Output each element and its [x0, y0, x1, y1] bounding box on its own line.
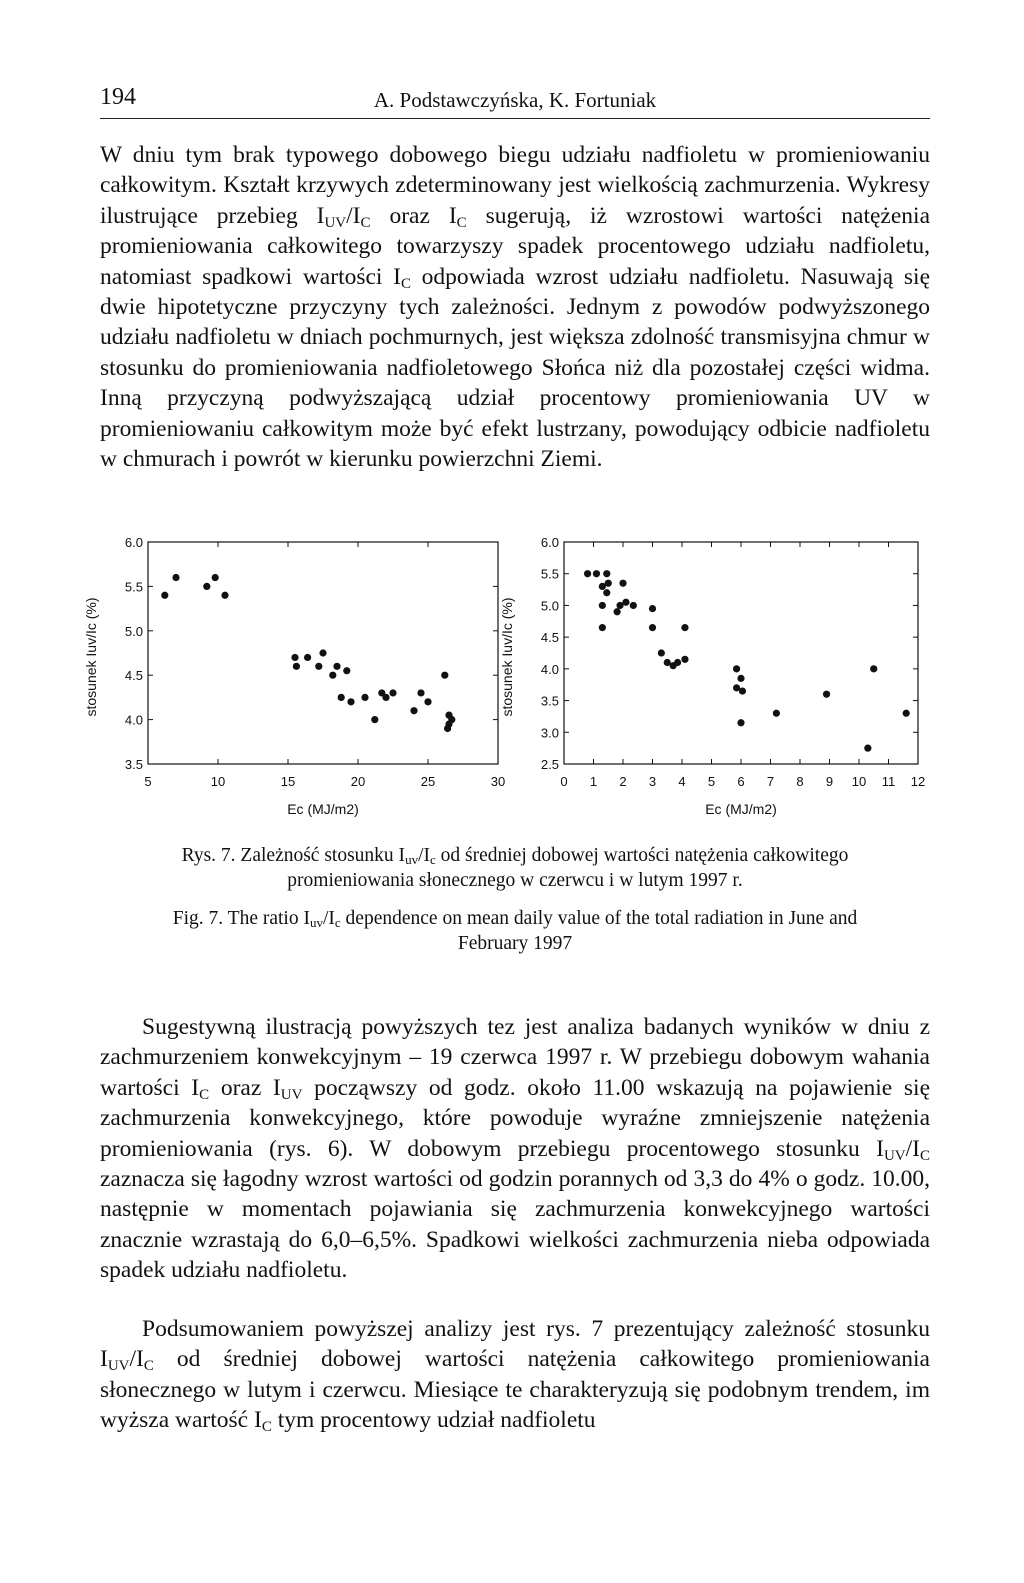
paragraph-2 [100, 1012, 930, 1286]
running-title: A. Podstawczyńska, K. Fortuniak [373, 88, 657, 112]
subscript: C [360, 214, 371, 231]
text-run: oraz I [209, 1074, 281, 1101]
text-run: od średniej dobowej wartości natężenia całkowitego promieniowania słonecznego w czerwcu i w lutym 1997 r. [287, 845, 849, 891]
subscript: C [199, 1086, 210, 1103]
data-point [410, 707, 417, 714]
x-axis-label: Ec (MJ/m2) [705, 801, 777, 817]
data-point [424, 698, 431, 705]
y-tick-label: 5.5 [124, 579, 143, 595]
data-point [681, 624, 688, 631]
data-point [599, 624, 606, 631]
data-point [823, 691, 830, 698]
data-point [304, 654, 311, 661]
text-run: Rys. 7. Zależność stosunku I [181, 845, 406, 866]
subscript: C [456, 214, 467, 231]
x-axis-label: Ec (MJ/m2) [287, 801, 359, 817]
data-point [599, 583, 606, 590]
y-tick-label: 4.0 [124, 712, 143, 728]
y-tick-label: 6.0 [124, 535, 143, 550]
y-tick-label: 4.0 [540, 661, 559, 677]
data-point [161, 592, 168, 599]
text-run: /I [129, 1346, 144, 1373]
y-tick-label: 6.0 [540, 535, 559, 550]
text-run: /I [322, 908, 335, 929]
data-point [681, 656, 688, 663]
y-axis-label: stosunek Iuv/Ic (%) [83, 597, 99, 717]
x-tick-label: 30 [490, 774, 506, 789]
text-run: od średniej dobowej wartości natężenia całkowitego promieniowania słonecznego w lutym i czerwcu. Miesiące te charakteryzują się podobnym trendem, im wyższa wartość I [100, 1346, 930, 1434]
plot-frame-2 [564, 542, 918, 764]
subscript: C [400, 275, 411, 292]
x-tick-label: 3 [648, 774, 657, 789]
text-run: począwszy od godz. około 11.00 wskazują na pojawienie się zachmurzenia konwekcyjnego, które powoduje wyraźne zmniejszenie natężenia promieniowania (rys. 6). W dobowym przebiegu procentowego stosunku I [100, 1074, 931, 1162]
x-tick-label: 11 [881, 774, 896, 789]
x-tick-label: 10 [851, 774, 867, 789]
x-tick-label: 5 [707, 774, 716, 789]
data-point [614, 608, 621, 615]
data-point [338, 694, 345, 701]
y-tick-label: 3.5 [124, 757, 143, 772]
data-point [649, 624, 656, 631]
y-tick-label: 2.5 [540, 757, 559, 772]
subscript: C [261, 1419, 272, 1436]
text-run: Podsumowaniem powyższej analizy jest rys. 7 prezentujący zależność stosunku I [100, 1316, 930, 1373]
x-tick-label: 8 [796, 774, 804, 789]
x-tick-label: 5 [144, 774, 152, 789]
data-point [333, 663, 340, 670]
data-point [622, 599, 629, 606]
text-run: odpowiada wzrost udziału nadfioletu. Nasuwają się dwie hipotetyczne przyczyny tych zależności. Jednym z powodów podwyższonego udziału nadfioletu w dniach pochmurnych, jest większa zdolność transmisyjna chmur w stosunku do promieniowania nadfioletowego Słońca niż dla pozostałej części widma. Inną przyczyną podwyższającą udział procentowy promieniowania UV w promieniowaniu całkowitym może być efekt lustrzany, powodujący odbicie nadfioletu w chmurach i powrót w kierunku powierzchni Ziemi. [100, 263, 930, 473]
data-point [619, 580, 626, 587]
x-tick-label: 12 [910, 774, 926, 789]
data-point [737, 719, 744, 726]
page-header [100, 84, 930, 119]
text-run: oraz I [370, 202, 457, 229]
y-tick-label: 3.0 [540, 725, 559, 741]
data-point [603, 570, 610, 577]
data-point [674, 659, 681, 666]
x-tick-label: 4 [678, 774, 686, 789]
text-run: W dniu tym brak typowego dobowego biegu udziału nadfioletu w promieniowaniu całkowitym. Kształt krzywych zdeterminowany jest wielkością zachmurzenia. Wykresy ilustrujące przebieg I [100, 142, 930, 229]
text-run: dependence on mean daily value of the total radiation in June and February 1997 [340, 908, 858, 954]
data-point [649, 605, 656, 612]
data-point [864, 745, 871, 752]
data-point [319, 649, 326, 656]
subscript: c [334, 915, 341, 930]
x-tick-label: 1 [589, 774, 598, 789]
data-point [441, 672, 448, 679]
data-point [329, 672, 336, 679]
subscript: uv [309, 915, 323, 930]
y-tick-label: 4.5 [124, 668, 143, 684]
y-axis-label: stosunek Iuv/Ic (%) [499, 597, 515, 717]
figure-caption-en [170, 906, 860, 956]
text-run: /I [905, 1135, 920, 1162]
x-tick-label: 6 [737, 774, 745, 789]
data-point [293, 663, 300, 670]
subscript: C [143, 1358, 154, 1375]
text-run: /I [346, 202, 361, 229]
data-point [315, 663, 322, 670]
data-point [737, 675, 744, 682]
data-point [172, 574, 179, 581]
figure-7 [82, 528, 942, 828]
data-point [291, 654, 298, 661]
data-point [593, 570, 600, 577]
text-run: /I [418, 845, 430, 866]
y-tick-label: 5.5 [540, 566, 559, 582]
paragraph-3 [100, 1314, 930, 1436]
subscript: UV [324, 214, 347, 231]
text-run: zaznacza się łagodny wzrost wartości od godzin porannych od 3,3 do 4% o godz. 10.00, następnie w momentach pojawiania się zachmurzenia konwekcyjnego wartości znacznie wzrastają do 6,0–6,5%. Spadkowi wielkości zachmurzenia nieba odpowiada spadek udziału nadfioletu. [100, 1166, 930, 1284]
data-point [630, 602, 637, 609]
data-point [870, 665, 877, 672]
paragraph-1 [100, 140, 930, 474]
data-point [389, 689, 396, 696]
subscript: UV [883, 1147, 906, 1164]
x-tick-label: 15 [280, 774, 296, 789]
data-point [361, 694, 368, 701]
text-run: sugerują, iż wzrostowi wartości natężenia promieniowania całkowitego towarzyszy spadek procentowego udziału nadfioletu, natomiast spadkowi wartości I [100, 202, 931, 290]
data-point [444, 725, 451, 732]
y-tick-label: 4.5 [540, 630, 559, 646]
text-run: Fig. 7. The ratio I [172, 908, 310, 929]
subscript: UV [280, 1086, 303, 1103]
data-point [343, 667, 350, 674]
y-tick-label: 5.0 [540, 598, 559, 614]
data-point [203, 583, 210, 590]
subscript: uv [405, 852, 419, 867]
x-tick-label: 20 [350, 774, 366, 789]
y-tick-label: 3.5 [540, 693, 559, 709]
data-point [371, 716, 378, 723]
data-point [739, 687, 746, 694]
data-point [599, 602, 606, 609]
x-tick-label: 9 [825, 774, 834, 789]
data-point [417, 689, 424, 696]
x-tick-label: 2 [619, 774, 627, 789]
data-point [733, 665, 740, 672]
x-tick-label: 25 [420, 774, 436, 789]
text-run: tym procentowy udział nadfioletu [271, 1407, 596, 1434]
y-tick-label: 5.0 [124, 623, 143, 639]
figure-caption-pl [170, 843, 860, 893]
data-point [658, 649, 665, 656]
page-number: 194 [100, 84, 136, 110]
data-point [212, 574, 219, 581]
data-point [584, 570, 591, 577]
subscript: c [429, 852, 436, 867]
data-point [903, 710, 910, 717]
data-point [773, 710, 780, 717]
subscript: UV [107, 1358, 130, 1375]
data-point [347, 698, 354, 705]
scatter-charts [82, 528, 942, 828]
data-point [382, 694, 389, 701]
x-tick-label: 10 [210, 774, 226, 789]
text-run: Sugestywną ilustracją powyższych tez jest analiza badanych wyników w dniu z zachmurzeniem konwekcyjnym – 19 czerwca 1997 r. W przebiegu dobowym wahania wartości I [100, 1014, 930, 1101]
x-tick-label: 7 [766, 774, 775, 789]
data-point [603, 589, 610, 596]
subscript: C [919, 1147, 930, 1164]
x-tick-label: 0 [560, 774, 568, 789]
data-point [221, 592, 228, 599]
